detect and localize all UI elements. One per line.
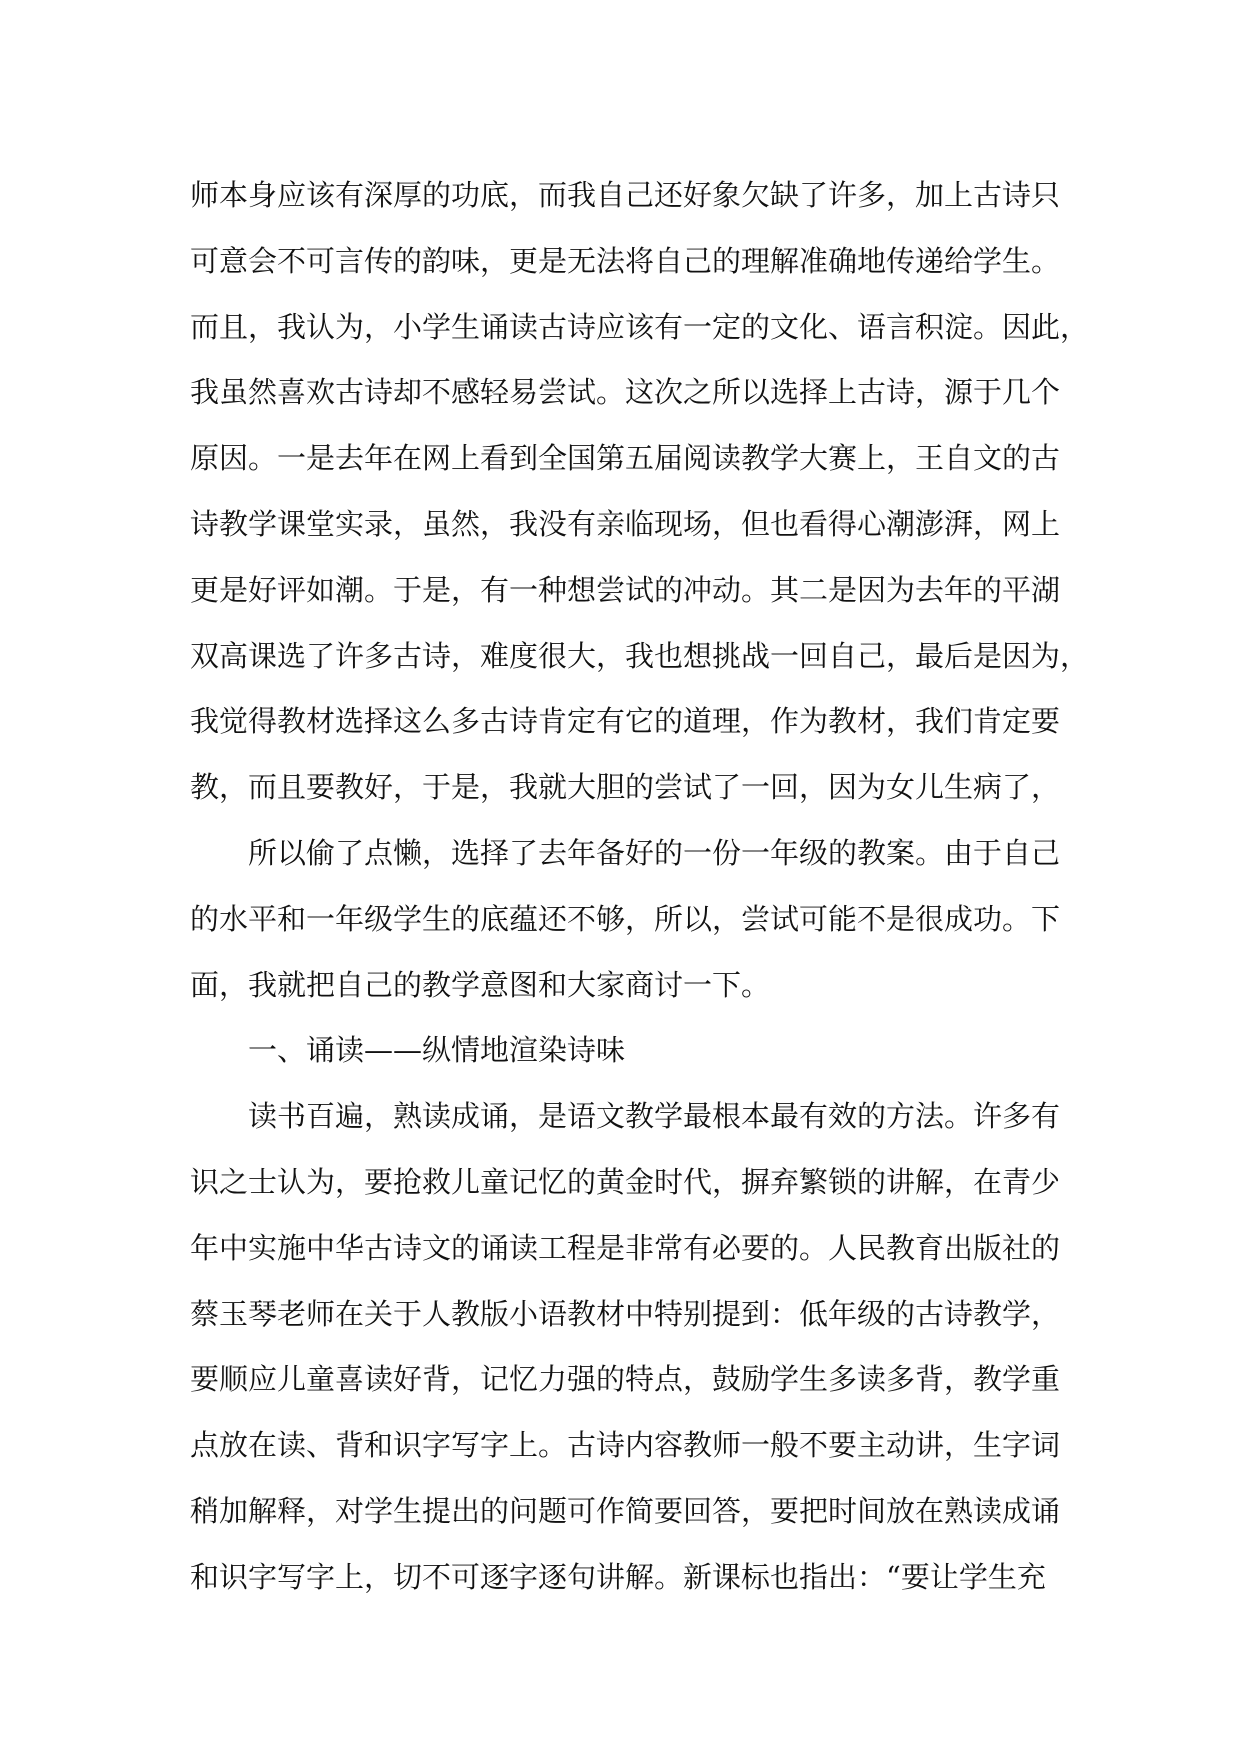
text-line: 和识字写字上，切不可逐字逐句讲解。新课标也指出：“要让学生充 bbox=[190, 1559, 1046, 1594]
text-line: 教，而且要教好，于是，我就大胆的尝试了一回，因为女儿生病了， bbox=[190, 770, 1061, 805]
text-line: 师本身应该有深厚的功底，而我自己还好象欠缺了许多，加上古诗只 bbox=[190, 178, 1061, 212]
body-text bbox=[190, 163, 1090, 1611]
text-line: 点放在读、背和识字写字上。古诗内容教师一般不要主动讲，生字词 bbox=[190, 1428, 1061, 1463]
text-line: 更是好评如潮。于是，有一种想尝试的冲动。其二是因为去年的平湖 bbox=[190, 572, 1061, 607]
text-line: 年中实施中华古诗文的诵读工程是非常有必要的。人民教育出版社的 bbox=[190, 1230, 1061, 1265]
text-line: 识之士认为，要抢救儿童记忆的黄金时代，摒弃繁锁的讲解，在青少 bbox=[190, 1164, 1061, 1199]
text-line: 我觉得教材选择这么多古诗肯定有它的道理，作为教材，我们肯定要 bbox=[190, 704, 1061, 739]
text-line: 读书百遍，熟读成诵，是语文教学最根本最有效的方法。许多有 bbox=[248, 1099, 1061, 1134]
text-line: 稍加解释，对学生提出的问题可作简要回答，要把时间放在熟读成诵 bbox=[190, 1493, 1061, 1528]
text-line: 诗教学课堂实录，虽然，我没有亲临现场，但也看得心潮澎湃，网上 bbox=[190, 506, 1061, 541]
text-line: 而且，我认为，小学生诵读古诗应该有一定的文化、语言积淀。因此， bbox=[190, 309, 1090, 344]
text-line: 一、诵读——纵情地渲染诗味 bbox=[248, 1033, 626, 1068]
text-line: 我虽然喜欢古诗却不感轻易尝试。这次之所以选择上古诗，源于几个 bbox=[190, 375, 1061, 410]
text-line: 所以偷了点懒，选择了去年备好的一份一年级的教案。由于自己 bbox=[248, 835, 1061, 870]
text-line: 双高课选了许多古诗，难度很大，我也想挑战一回自己，最后是因为， bbox=[190, 638, 1090, 673]
text-line: 的水平和一年级学生的底蕴还不够，所以，尝试可能不是很成功。下 bbox=[190, 901, 1061, 936]
text-line: 原因。一是去年在网上看到全国第五届阅读教学大赛上，王自文的古 bbox=[190, 441, 1061, 476]
text-line: 要顺应儿童喜读好背，记忆力强的特点，鼓励学生多读多背，教学重 bbox=[190, 1362, 1061, 1397]
text-line: 可意会不可言传的韵味，更是无法将自己的理解准确地传递给学生。 bbox=[190, 243, 1061, 278]
text-line: 蔡玉琴老师在关于人教版小语教材中特别提到：低年级的古诗教学， bbox=[190, 1296, 1061, 1331]
text-line: 面，我就把自己的教学意图和大家商讨一下。 bbox=[190, 967, 771, 1002]
